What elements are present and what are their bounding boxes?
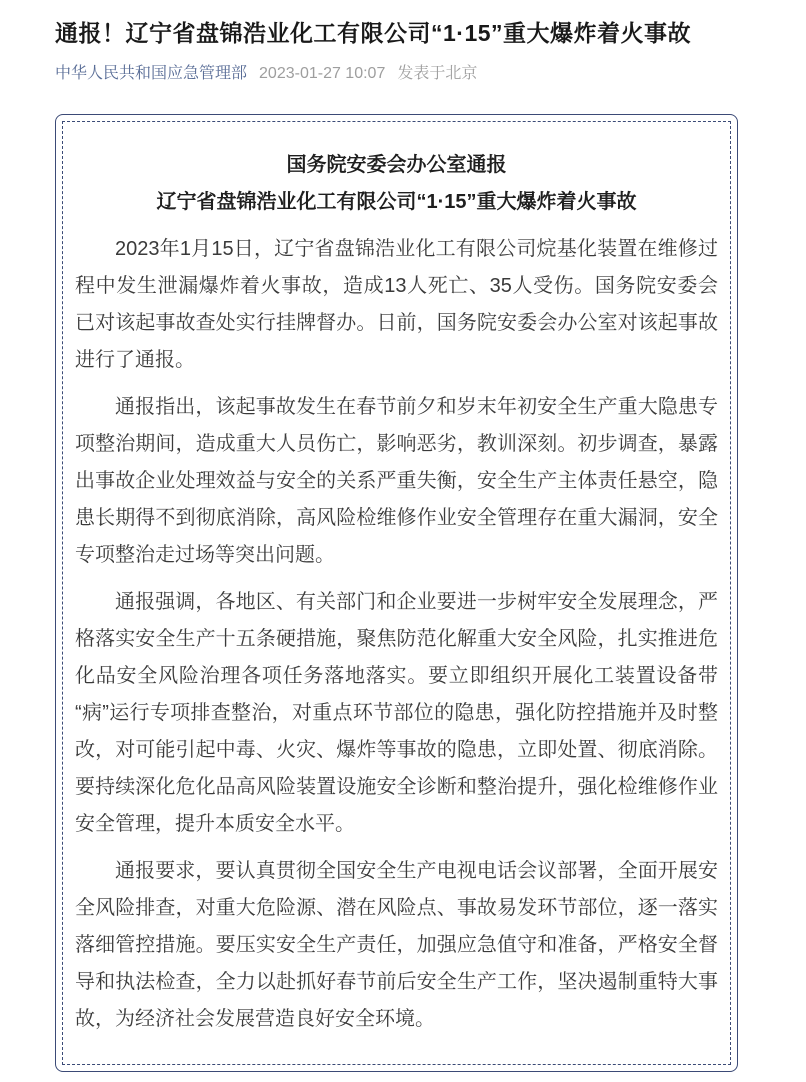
notice-paragraph-1: 2023年1月15日，辽宁省盘锦浩业化工有限公司烷基化装置在维修过程中发生泄漏爆炸着火事故，造成13人死亡、35人受伤。国务院安委会已对该起事故查处实行挂牌督办。日前，国务院安委会办公室对该起事故进行了通报。 [75,238,718,372]
publish-datetime: 2023-01-27 10:07 [259,65,386,83]
notice-paragraph-2: 通报指出，该起事故发生在春节前夕和岁末年初安全生产重大隐患专项整治期间，造成重大人员伤亡，影响恶劣，教训深刻。初步调查，暴露出事故企业处理效益与安全的关系严重失衡，安全生产主体责任悬空，隐患长期得不到彻底消除，高风险检维修作业安全管理存在重大漏洞，安全专项整治走过场等突出问题。 [75,396,718,567]
notice-box-inner [62,121,731,1065]
article-title: 通报！辽宁省盘锦浩业化工有限公司“1·15”重大爆炸着火事故 [55,20,692,46]
notice-heading-line2: 辽宁省盘锦浩业化工有限公司“1·15”重大爆炸着火事故 [156,191,637,214]
byline [55,64,751,83]
notice-paragraph-3: 通报强调，各地区、有关部门和企业要进一步树牢安全发展理念，严格落实安全生产十五条硬措施，聚焦防范化解重大安全风险，扎实推进危化品安全风险治理各项任务落地落实。要立即组织开展化工装置设备带“病”运行专项排查整治，对重点环节部位的隐患，强化防控措施并及时整改，对可能引起中毒、火灾、爆炸等事故的隐患，立即处置、彻底消除。要持续深化危化品高风险装置设施安全诊断和整治提升，强化检维修作业安全管理，提升本质安全水平。 [75,591,718,836]
notice-heading-line1: 国务院安委会办公室通报 [286,154,507,177]
official-account-name[interactable]: 中华人民共和国应急管理部 [55,65,248,83]
notice-box [55,114,738,1072]
publish-location: 发表于北京 [397,65,478,83]
notice-paragraph-4: 通报要求，要认真贯彻全国安全生产电视电话会议部署，全面开展安全风险排查，对重大危险源、潜在风险点、事故易发环节部位，逐一落实落细管控措施。要压实安全生产责任，加强应急值守和准备，严格安全督导和执法检查，全力以赴抓好春节前后安全生产工作，坚决遏制重特大事故，为经济社会发展营造良好安全环境。 [75,860,718,1031]
